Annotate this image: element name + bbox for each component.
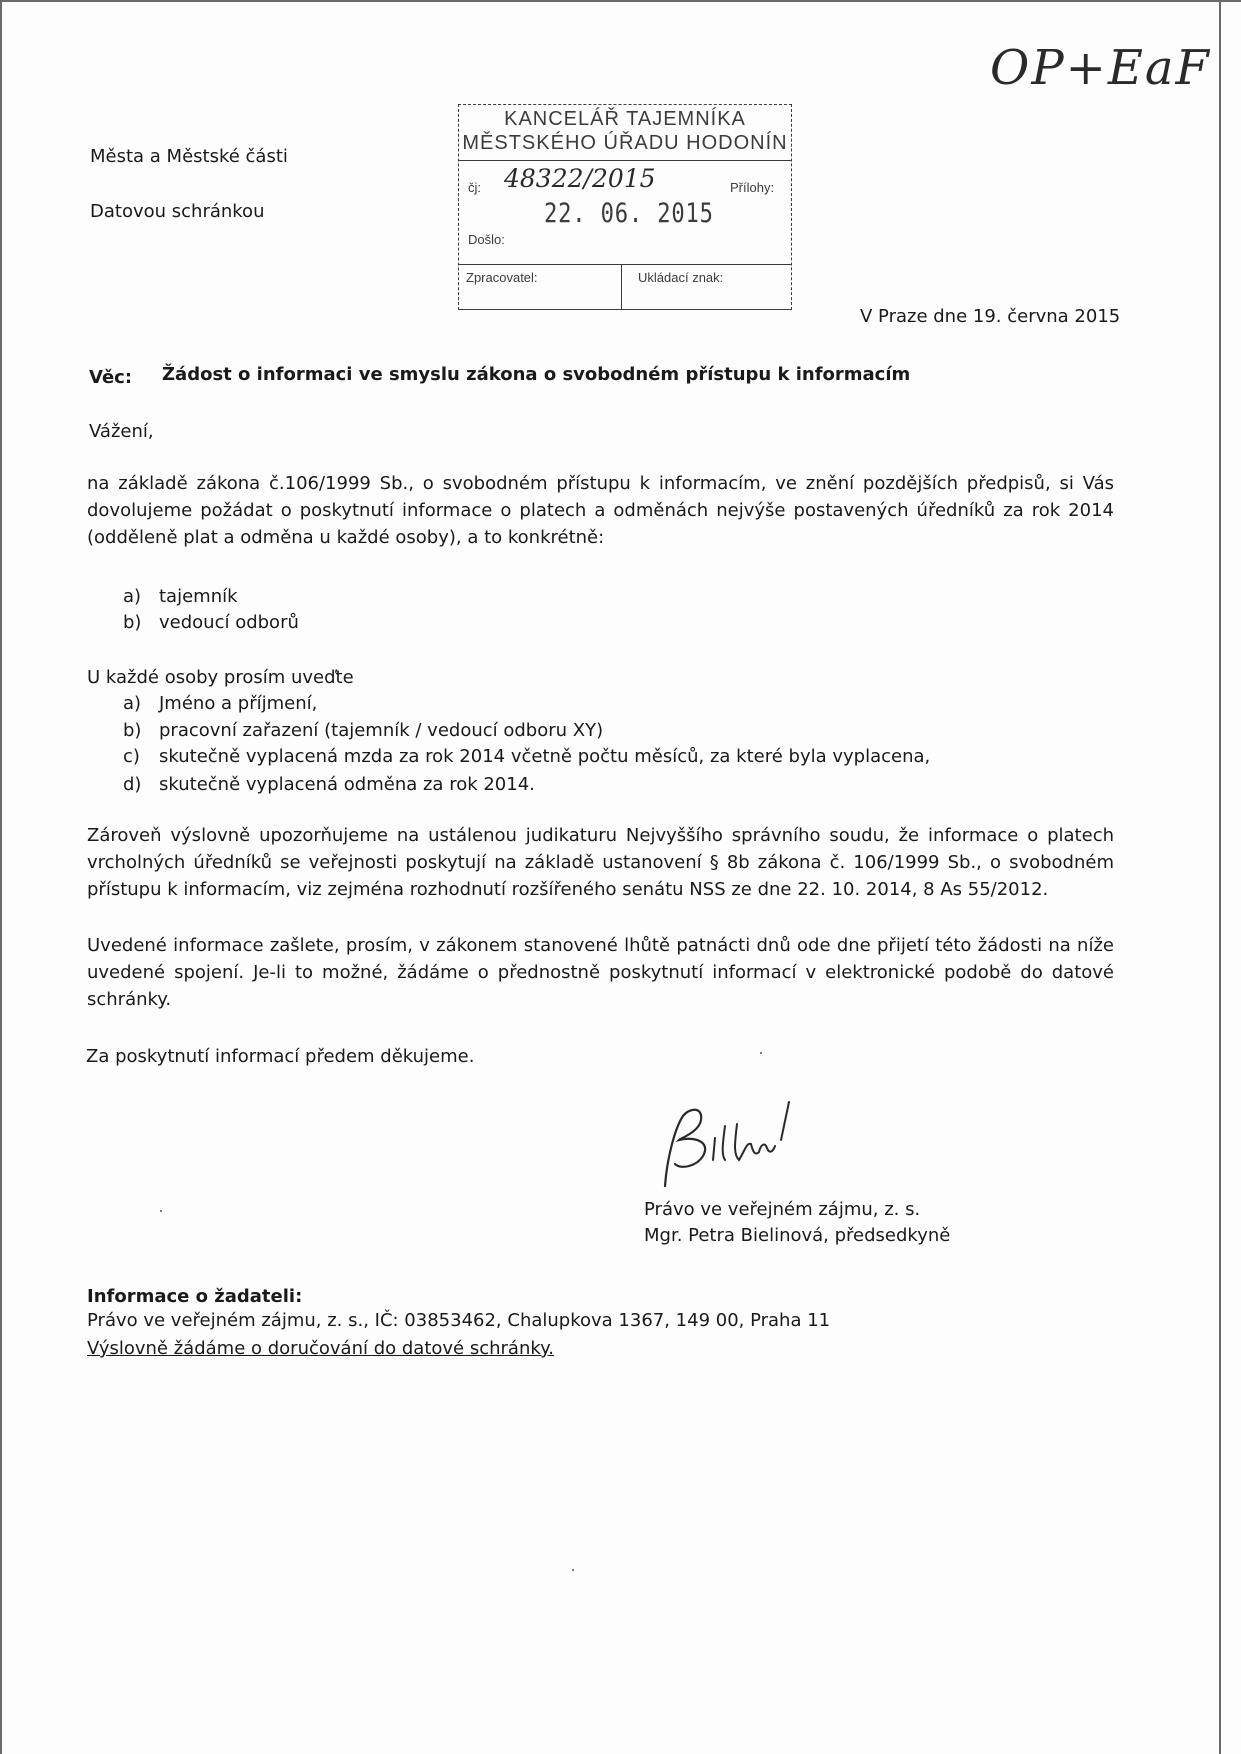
stamp-border-bottom (458, 309, 792, 310)
paragraph-case-law: Zároveň výslovně upozorňujeme na ustálenou judikaturu Nejvyššího správního soudu, že informace o platech vrcholných úředníků se veřejnosti poskytují na základě ustanovení § 8b zákona č. 106/1999 Sb., o svobodném přístupu k informacím, viz zejména rozhodnutí rozšířeného senátu NSS ze dne 22. 10. 2014, 8 As 55/2012. (87, 825, 1114, 900)
stamp-border-top (458, 104, 792, 105)
stamp-doslo-label: Došlo: (468, 232, 505, 247)
list-text: vedoucí odborů (159, 612, 299, 633)
subject-text: Žádost o informaci ve smyslu zákona o svobodném přístupu k informacím (162, 364, 911, 385)
applicant-heading: Informace o žadateli: (87, 1286, 303, 1307)
handwritten-annotation: OP+EaF (990, 40, 1211, 96)
stamp-divider (458, 160, 792, 161)
stamp-cj-value: 48322/2015 (504, 164, 656, 193)
stamp-divider-vertical (621, 264, 622, 310)
list-marker: c) (123, 746, 140, 767)
list-marker: a) (123, 586, 142, 607)
list-text: pracovní zařazení (tajemník / vedoucí odboru XY) (159, 720, 604, 741)
paragraph-deadline: Uvedené informace zašlete, prosím, v zákonem stanovené lhůtě patnácti dnů ode dne přijetí této žádosti na níže uvedené spojení. Je-li to možné, žádáme o přednostně poskytnutí informací v elektronické podobě do datové schránky. (87, 935, 1114, 1010)
list2-item (123, 717, 603, 744)
salutation: Vážení, (89, 421, 154, 442)
list-text: skutečně vyplacená mzda za rok 2014 včetně počtu měsíců, za které byla vyplacena, (159, 746, 931, 767)
scan-border-right (1219, 0, 1221, 1754)
list1-item (123, 609, 299, 636)
list-marker: a) (123, 693, 142, 714)
addressee-line2: Datovou schránkou (90, 201, 265, 222)
stamp-title-line2: MĚSTSKÉHO ÚŘADU HODONÍN (462, 132, 788, 154)
registration-stamp (458, 104, 792, 310)
list2-item (123, 690, 317, 717)
scan-speck (160, 1210, 162, 1212)
stamp-ukladaci-label: Ukládací znak: (638, 270, 724, 285)
scan-border-top (0, 0, 1241, 2)
list1-item (123, 583, 238, 610)
stamp-date: 22. 06. 2015 (544, 198, 714, 229)
stamp-cj-label: čj: (468, 180, 481, 195)
list-marker: b) (123, 612, 142, 633)
signatory-name: Mgr. Petra Bielinová, předsedkyně (644, 1225, 951, 1246)
list2-intro: U každé osoby prosím uveďte (87, 667, 354, 688)
scan-border-left (0, 0, 2, 1754)
stamp-divider-lower (458, 264, 792, 265)
applicant-details: Právo ve veřejném zájmu, z. s., IČ: 03853462, Chalupkova 1367, 149 00, Praha 11 (87, 1310, 831, 1331)
list-text: skutečně vyplacená odměna za rok 2014. (159, 774, 535, 795)
signatory-org: Právo ve veřejném zájmu, z. s. (644, 1199, 921, 1220)
paragraph-request: na základě zákona č.106/1999 Sb., o svobodném přístupu k informacím, ve znění pozdějších předpisů, si Vás dovolujeme požádat o poskytnutí informace o platech a odměnách nejvýše postavených úředníků za rok 2014 (odděleně plat a odměna u každé osoby), a to konkrétně: (87, 473, 1114, 548)
list-text: Jméno a příjmení, (159, 693, 318, 714)
scan-speck (760, 1052, 762, 1054)
list-marker: d) (123, 774, 142, 795)
stamp-zpracovatel-label: Zpracovatel: (466, 270, 538, 285)
stamp-prilohy-label: Přílohy: (730, 180, 775, 195)
list2-item (123, 771, 535, 798)
stamp-title-line1: KANCELÁŘ TAJEMNÍKA (504, 108, 746, 130)
scan-speck (572, 1569, 574, 1571)
closing-line: Za poskytnutí informací předem děkujeme. (86, 1046, 475, 1067)
list2-item (123, 743, 930, 770)
applicant-delivery-note: Výslovně žádáme o doručování do datové schránky. (87, 1338, 554, 1359)
handwritten-signature (645, 1098, 845, 1190)
list-text: tajemník (159, 586, 238, 607)
date-line: V Praze dne 19. června 2015 (860, 306, 1121, 327)
addressee-line1: Města a Městské části (90, 146, 288, 167)
list-marker: b) (123, 720, 142, 741)
subject-label: Věc: (89, 367, 133, 388)
